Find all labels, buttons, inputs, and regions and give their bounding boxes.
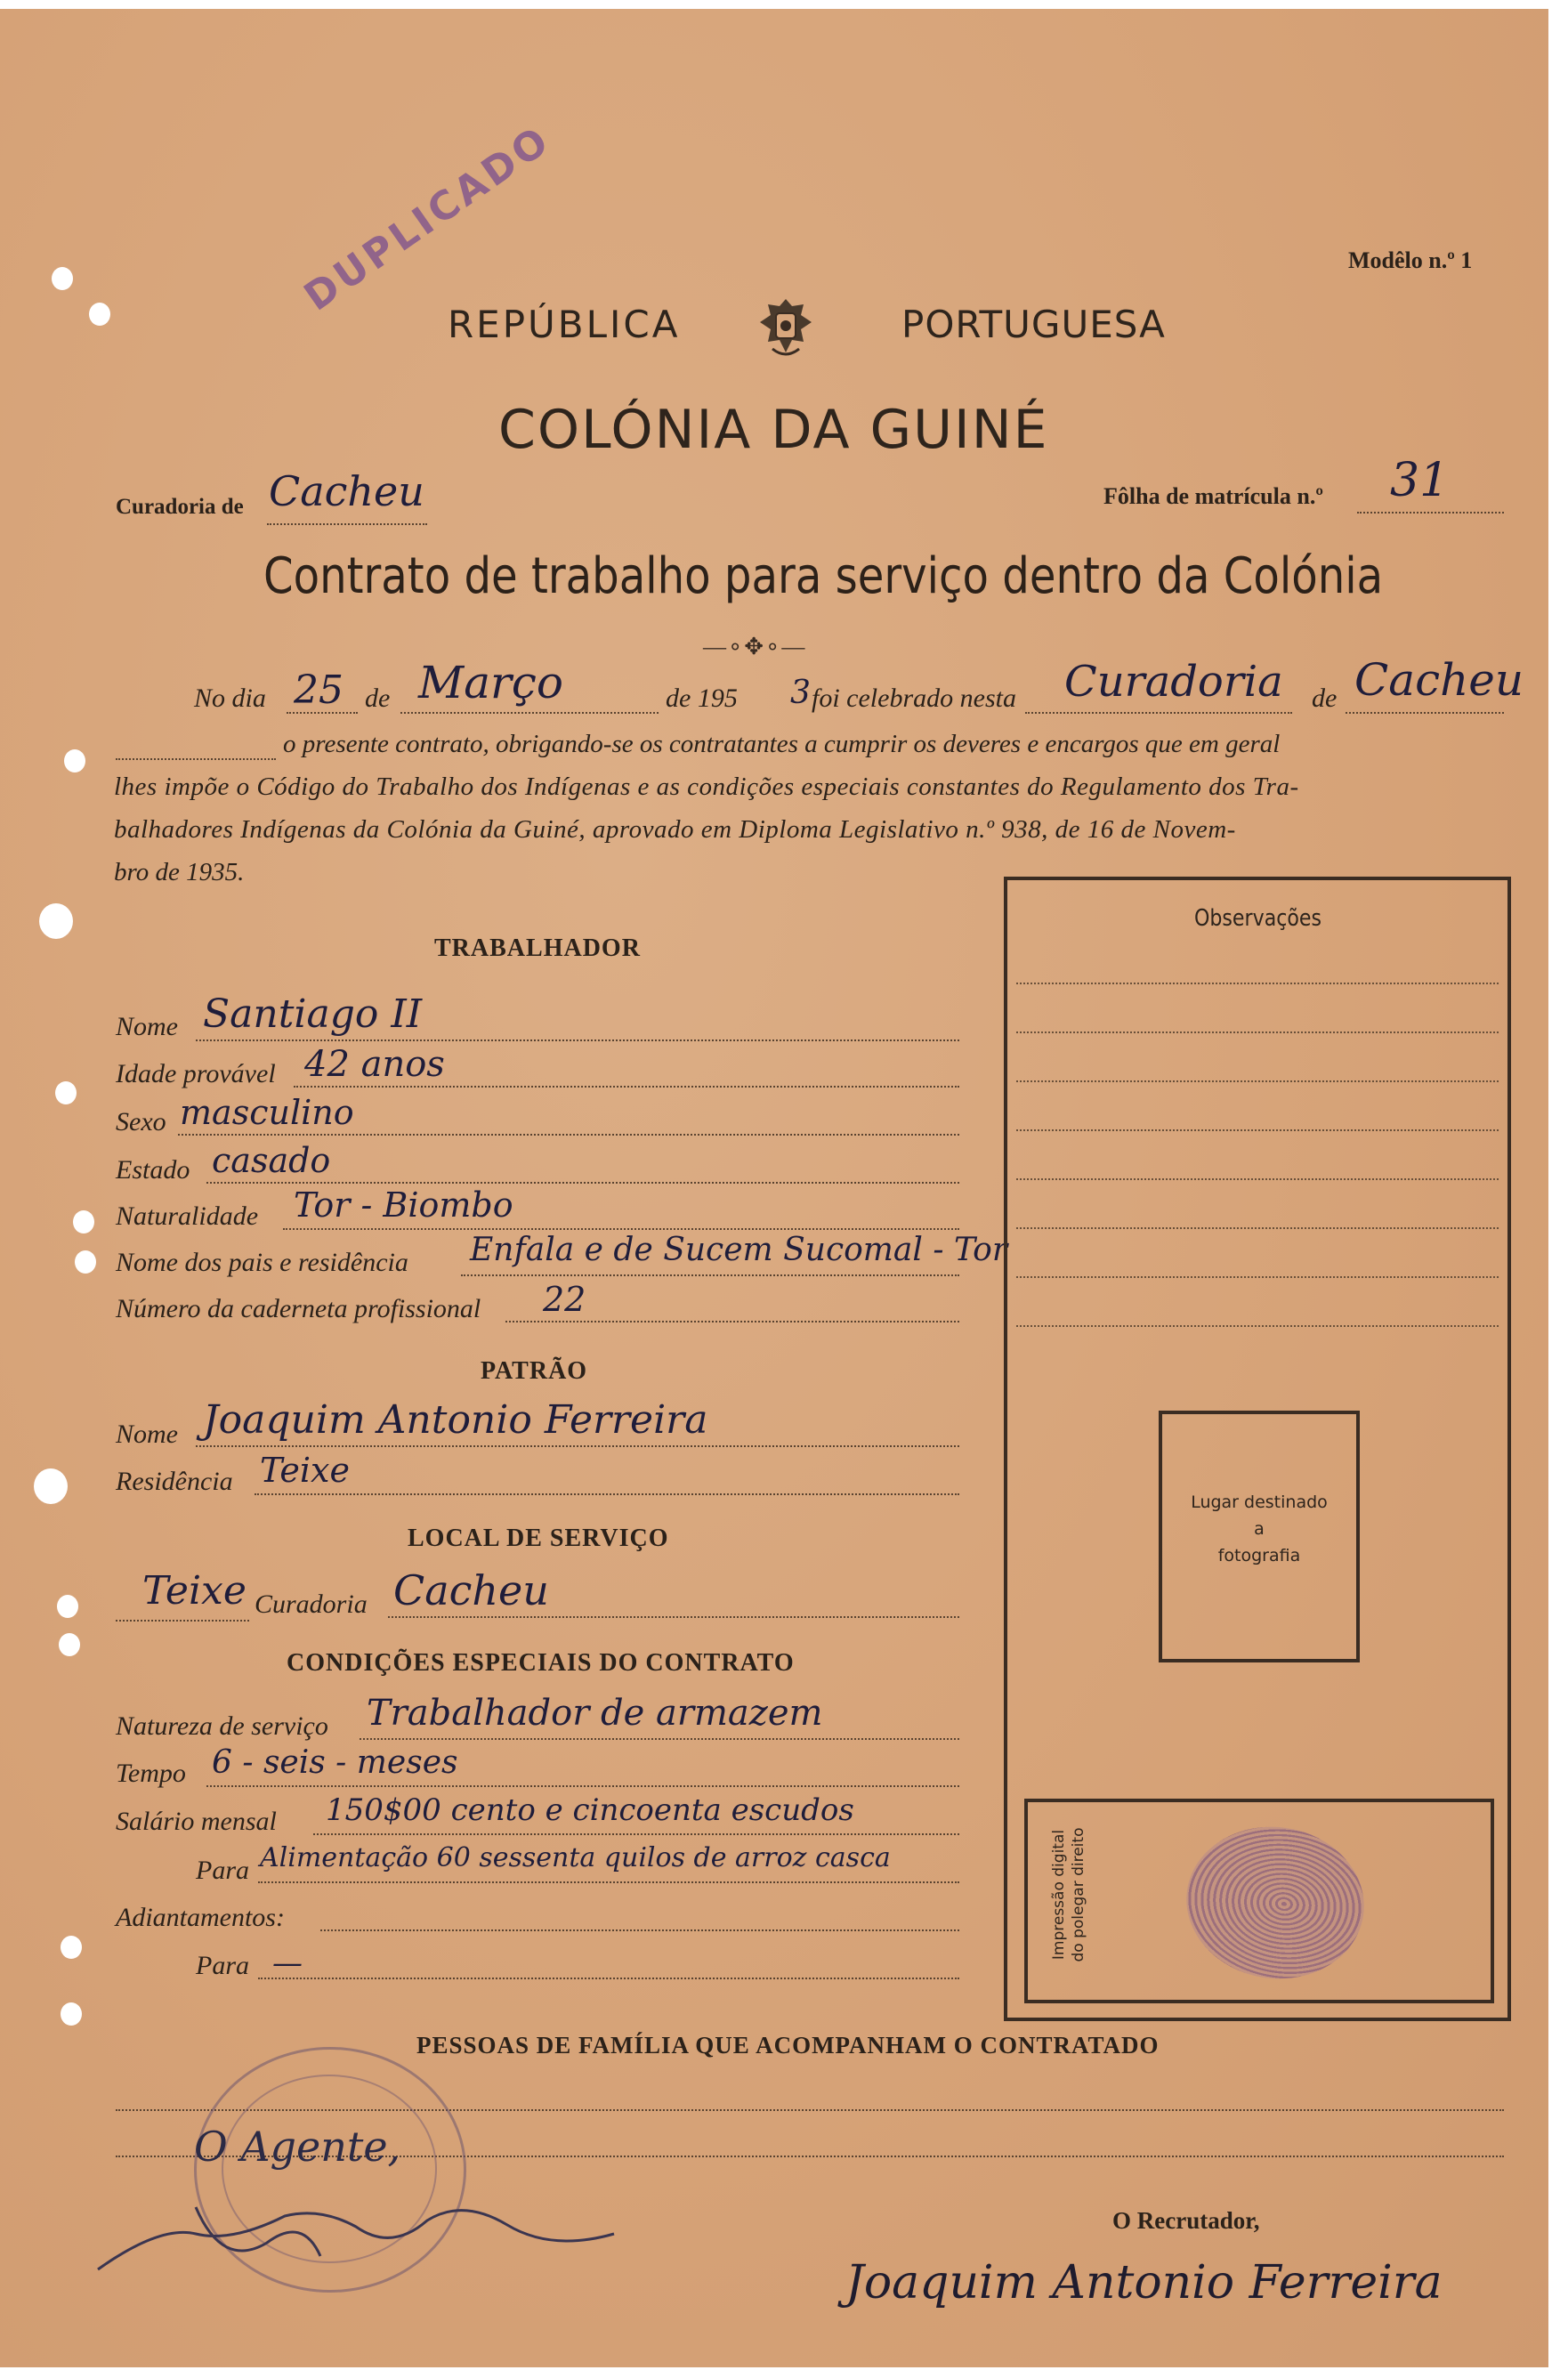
local-curadoria-label: Curadoria — [255, 1589, 368, 1619]
curadoria-line — [267, 523, 427, 525]
observations-heading: Observações — [1194, 905, 1322, 932]
punch-hole — [61, 1936, 82, 1959]
trabalhador-estado-label: Estado — [116, 1155, 190, 1185]
tempo-line — [206, 1785, 959, 1787]
salario-line — [313, 1833, 959, 1835]
natureza-line — [360, 1738, 959, 1740]
intro-day: 25 — [294, 667, 344, 713]
local-place-line — [116, 1620, 249, 1622]
intro-line2-fill — [116, 758, 276, 760]
punch-hole — [55, 1081, 77, 1104]
obs-line — [1016, 983, 1499, 984]
place2-line — [1346, 712, 1504, 714]
idade-line — [294, 1086, 959, 1088]
recruiter-label: O Recrutador, — [1112, 2207, 1260, 2234]
agent-signature-label: O Agente, — [194, 2123, 401, 2171]
trabalhador-sexo-label: Sexo — [116, 1107, 166, 1136]
tempo-label: Tempo — [116, 1759, 186, 1788]
trabalhador-pais-label: Nome dos pais e residência — [116, 1248, 408, 1277]
familia-heading: PESSOAS DE FAMÍLIA QUE ACOMPANHAM O CONTRATADO — [416, 2032, 1160, 2059]
para-line — [258, 1881, 959, 1883]
trabalhador-pais-value: Enfala e de Sucem Sucomal - Tor — [470, 1232, 1008, 1268]
trabalhador-nome-value: Santiago II — [203, 991, 423, 1037]
patrao-nome-line — [196, 1445, 959, 1447]
patrao-heading: PATRÃO — [481, 1357, 588, 1385]
trabalhador-nome-label: Nome — [116, 1012, 178, 1041]
republic-left: REPÚBLICA — [448, 303, 681, 346]
punch-hole — [57, 1595, 78, 1618]
trabalhador-sexo-value: masculino — [180, 1093, 354, 1132]
thumbprint-icon — [1176, 1816, 1374, 1990]
intro-month: Março — [418, 657, 564, 708]
natureza-label: Natureza de serviço — [116, 1711, 328, 1741]
estado-line — [206, 1182, 959, 1184]
nome-line — [196, 1039, 959, 1041]
thumb-label-line1: Impressão digital — [1050, 1829, 1068, 1961]
punch-hole — [73, 1210, 94, 1234]
para-value: Alimentação 60 sessenta quilos de arroz casca — [260, 1842, 891, 1873]
punch-hole — [61, 2002, 82, 2026]
colony-title: COLÓNIA DA GUINÉ — [498, 399, 1049, 461]
intro-place2: Cacheu — [1354, 654, 1524, 706]
adiantamentos-label: Adiantamentos: — [116, 1903, 285, 1932]
folha-line — [1357, 512, 1504, 514]
local-heading: LOCAL DE SERVIÇO — [408, 1525, 669, 1552]
month-line — [400, 712, 659, 714]
trabalhador-estado-value: casado — [212, 1141, 331, 1180]
intro-year-prefix: de 195 — [666, 683, 738, 713]
patrao-residencia-label: Residência — [116, 1467, 233, 1496]
adiantamentos-line — [320, 1929, 959, 1931]
condicoes-heading: CONDIÇÕES ESPECIAIS DO CONTRATO — [287, 1649, 795, 1677]
contract-title: Contrato de trabalho para serviço dentro da Colónia — [263, 547, 1384, 605]
trabalhador-caderneta-value: 22 — [543, 1280, 586, 1319]
intro-de2: de — [1312, 683, 1338, 713]
photo-label-line1: Lugar destinado — [1191, 1492, 1328, 1512]
naturalidade-line — [283, 1228, 959, 1230]
intro-line4: balhadores Indígenas da Colónia da Guiné, aprovado em Diploma Legislativo n.º 938, de 16 de Novem- — [114, 815, 1236, 844]
obs-line — [1016, 1129, 1499, 1131]
para2-label: Para — [196, 1951, 249, 1980]
folha-label: Fôlha de matrícula n.º — [1103, 483, 1323, 509]
model-number: Modêlo n.º 1 — [1348, 247, 1473, 273]
trabalhador-caderneta-label: Número da caderneta profissional — [116, 1294, 481, 1323]
duplicate-stamp: DUPLICADO — [295, 117, 560, 320]
punch-hole — [39, 903, 73, 939]
coat-of-arms-icon — [755, 294, 817, 361]
punch-hole — [59, 1633, 80, 1656]
punch-hole — [64, 749, 85, 772]
trabalhador-naturalidade-label: Naturalidade — [116, 1201, 259, 1231]
photo-label-line3: fotografia — [1217, 1546, 1301, 1565]
recruiter-signature: Joaquim Antonio Ferreira — [845, 2256, 1443, 2309]
caderneta-line — [505, 1321, 959, 1323]
trabalhador-heading: TRABALHADOR — [434, 934, 641, 962]
place-line — [1025, 712, 1292, 714]
obs-line — [1016, 1178, 1499, 1180]
punch-hole — [89, 303, 110, 326]
para-label: Para — [196, 1856, 249, 1885]
intro-year-suffix: 3 — [790, 675, 811, 711]
intro-no-dia: No dia — [194, 683, 266, 713]
salario-value: 150$00 cento e cincoenta escudos — [326, 1792, 854, 1828]
intro-line5: bro de 1935. — [114, 858, 245, 886]
trabalhador-naturalidade-value: Tor - Biombo — [294, 1185, 513, 1225]
obs-line — [1016, 1325, 1499, 1327]
photo-placeholder — [1159, 1411, 1360, 1662]
para2-line — [258, 1978, 959, 1979]
obs-line — [1016, 1080, 1499, 1082]
curadoria-value: Cacheu — [269, 467, 424, 515]
curadoria-label: Curadoria de — [116, 495, 244, 519]
trabalhador-idade-value: 42 anos — [304, 1044, 445, 1085]
obs-line — [1016, 1031, 1499, 1033]
salario-label: Salário mensal — [116, 1807, 277, 1836]
pais-line — [461, 1274, 959, 1276]
agent-signature-scribble — [89, 2172, 623, 2287]
obs-line — [1016, 1227, 1499, 1229]
punch-hole — [52, 267, 73, 290]
thumb-label — [1037, 1815, 1087, 1984]
intro-line2: o presente contrato, obrigando-se os contratantes a cumprir os deveres e encargos que em geral — [283, 730, 1281, 758]
intro-de1: de — [365, 683, 391, 713]
natureza-value: Trabalhador de armazem — [367, 1693, 823, 1734]
patrao-nome-value: Joaquim Antonio Ferreira — [203, 1397, 708, 1443]
punch-hole — [75, 1250, 96, 1274]
obs-line — [1016, 1276, 1499, 1278]
local-curadoria-value: Cacheu — [393, 1566, 549, 1614]
title-ornament: —∘✥∘— — [703, 634, 807, 659]
patrao-residencia-value: Teixe — [260, 1451, 350, 1490]
intro-celebrado: foi celebrado nesta — [812, 683, 1016, 713]
thumb-label-line2: do polegar direito — [1070, 1827, 1087, 1962]
trabalhador-idade-label: Idade provável — [116, 1059, 276, 1088]
thumbprint-box — [1024, 1799, 1494, 2003]
para2-value: — — [272, 1945, 303, 1981]
tempo-value: 6 - seis - meses — [212, 1744, 458, 1781]
intro-place: Curadoria — [1064, 657, 1283, 707]
photo-label-line2: a — [1254, 1519, 1265, 1539]
republic-right: PORTUGUESA — [901, 303, 1166, 346]
folha-value: 31 — [1390, 454, 1450, 507]
patrao-nome-label: Nome — [116, 1420, 178, 1449]
document-sheet — [0, 9, 1548, 2367]
local-place-value: Teixe — [142, 1568, 247, 1614]
intro-line3: lhes impõe o Código do Trabalho dos Indígenas e as condições especiais constantes do Regulamento dos Tra- — [114, 772, 1299, 801]
punch-hole — [34, 1468, 68, 1504]
sexo-line — [178, 1134, 959, 1136]
patrao-residencia-line — [255, 1493, 959, 1495]
local-curadoria-line — [388, 1616, 959, 1618]
